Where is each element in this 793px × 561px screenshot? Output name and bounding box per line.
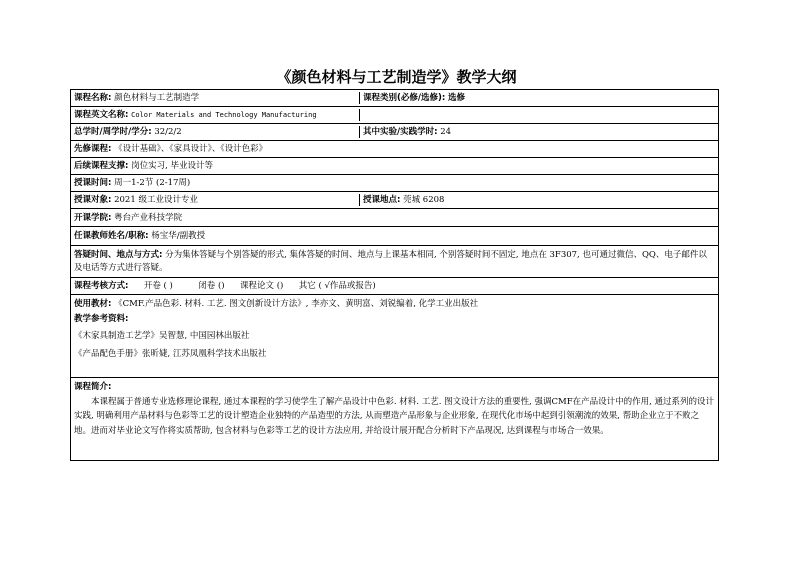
row-followup [71,158,718,175]
course-name-cell [71,92,360,104]
followup-cell [71,160,718,172]
audience-value: 2021 级工业设计专业 [114,195,198,205]
hours-label: 总学时/周学时/学分: [74,127,152,137]
row-audience [71,192,718,209]
schedule-label: 授课时间: [74,178,112,188]
office-hours-cell [71,249,718,275]
office-hours-label: 答疑时间、地点与方式: [74,249,163,260]
location-cell [360,194,718,206]
row-department [71,209,718,227]
row-teacher [71,227,718,246]
hours-value: 32/2/2 [154,127,182,137]
schedule-value: 周一1-2节 (2-17周) [114,178,191,188]
lab-hours-label: 其中实验/实践学时: [363,127,438,137]
exam-paper: 课程论文 () [240,281,284,291]
textbook-value: 《CMF.产品色彩. 材料. 工艺. 图文创新设计方法》, 李亦文、黄明富、刘锐编着, 化学工业出版社 [114,299,479,309]
teacher-value: 杨宝华/副教授 [151,231,206,241]
reference-item: 《木家具制造工艺学》吴智慧, 中国园林出版社 [74,331,250,341]
course-type-label: 课程类别(必修/选修): [363,93,446,103]
course-type-value: 选修 [447,93,465,103]
hours-cell [71,126,360,138]
exam-cell [71,280,718,292]
intro-label: 课程简介: [74,382,112,392]
location-label: 授课地点: [363,195,401,205]
course-name-value: 颜色材料与工艺制造学 [114,93,200,103]
exam-other: 其它 ( √作品或报告) [298,281,376,291]
document-title: 《颜色材料与工艺制造学》教学大纲 [276,68,517,86]
exam-open: 开卷 ( ) [143,281,173,291]
row-intro [71,378,718,460]
row-prereq [71,141,718,158]
audience-label: 授课对象: [74,195,112,205]
english-name-value: Color Materials and Technology Manufacturing [131,111,317,119]
audience-cell [71,194,360,206]
exam-closed: 闭卷 () [198,281,225,291]
row-english-name [71,107,718,124]
row-materials [71,295,718,378]
row-schedule [71,175,718,192]
office-hours-value: 分为集体答疑与个别答疑的形式, 集体答疑的时间、地点与上课基本相同, 个别答疑时间不固定, 地点在 3F307, 也可通过微信、QQ、电子邮件以及电话等方式进行答疑。 [74,249,707,273]
row-course-name [71,90,718,107]
location-value: 莞城 6208 [403,195,445,205]
row-exam [71,278,718,295]
department-label: 开课学院: [74,212,112,223]
prereq-cell [71,143,718,155]
exam-label: 课程考核方式: [74,281,129,291]
lab-hours-cell [360,126,718,138]
row-hours [71,124,718,141]
department-value: 粤台产业科技学院 [114,212,183,223]
teacher-cell [71,230,718,242]
teacher-label: 任课教师姓名/职称: [74,231,149,241]
textbook-line [71,297,718,312]
english-name-cell [71,109,360,121]
references-label: 教学参考资料: [74,313,129,324]
syllabus-table [70,89,719,461]
followup-value: 岗位实习, 毕业设计等 [131,161,214,171]
textbook-label: 使用教材: [74,299,112,309]
lab-hours-value: 24 [440,127,452,137]
course-type-cell [360,92,718,104]
row-office-hours [71,246,718,278]
schedule-cell [71,177,718,189]
course-name-label: 课程名称: [74,93,112,103]
english-name-label: 课程英文名称: [74,110,129,120]
prereq-value: 《设计基础》、《家具设计》、《设计色彩》 [114,144,268,154]
followup-label: 后续课程支撑: [74,161,129,171]
prereq-label: 先修课程: [74,144,112,154]
reference-item: 《产品配色手册》张昕婕, 江苏凤凰科学技术出版社 [74,348,267,359]
intro-text: 本课程属于普通专业选修理论课程, 通过本课程的学习使学生了解产品设计中色彩. 材料. 工艺. 图文设计方法的重要性, 强调CMF在产品设计中的作用, 通过系列的设计实践, 明确利用产品材料与色彩等工艺的设计塑造企业独特的产品造型的方法, 从而塑造产品形象与企业形象, 在现代化市场中起到引领潮流的效果, 帮助企业立于不败之地。进而对毕业论文写作将实质帮助, 包含材料与色彩等工艺的设计方法应用, 并给设计展开配合分析时下产品现况, 达到课程与市场合一效果。 [74,396,715,436]
department-cell [71,212,718,224]
